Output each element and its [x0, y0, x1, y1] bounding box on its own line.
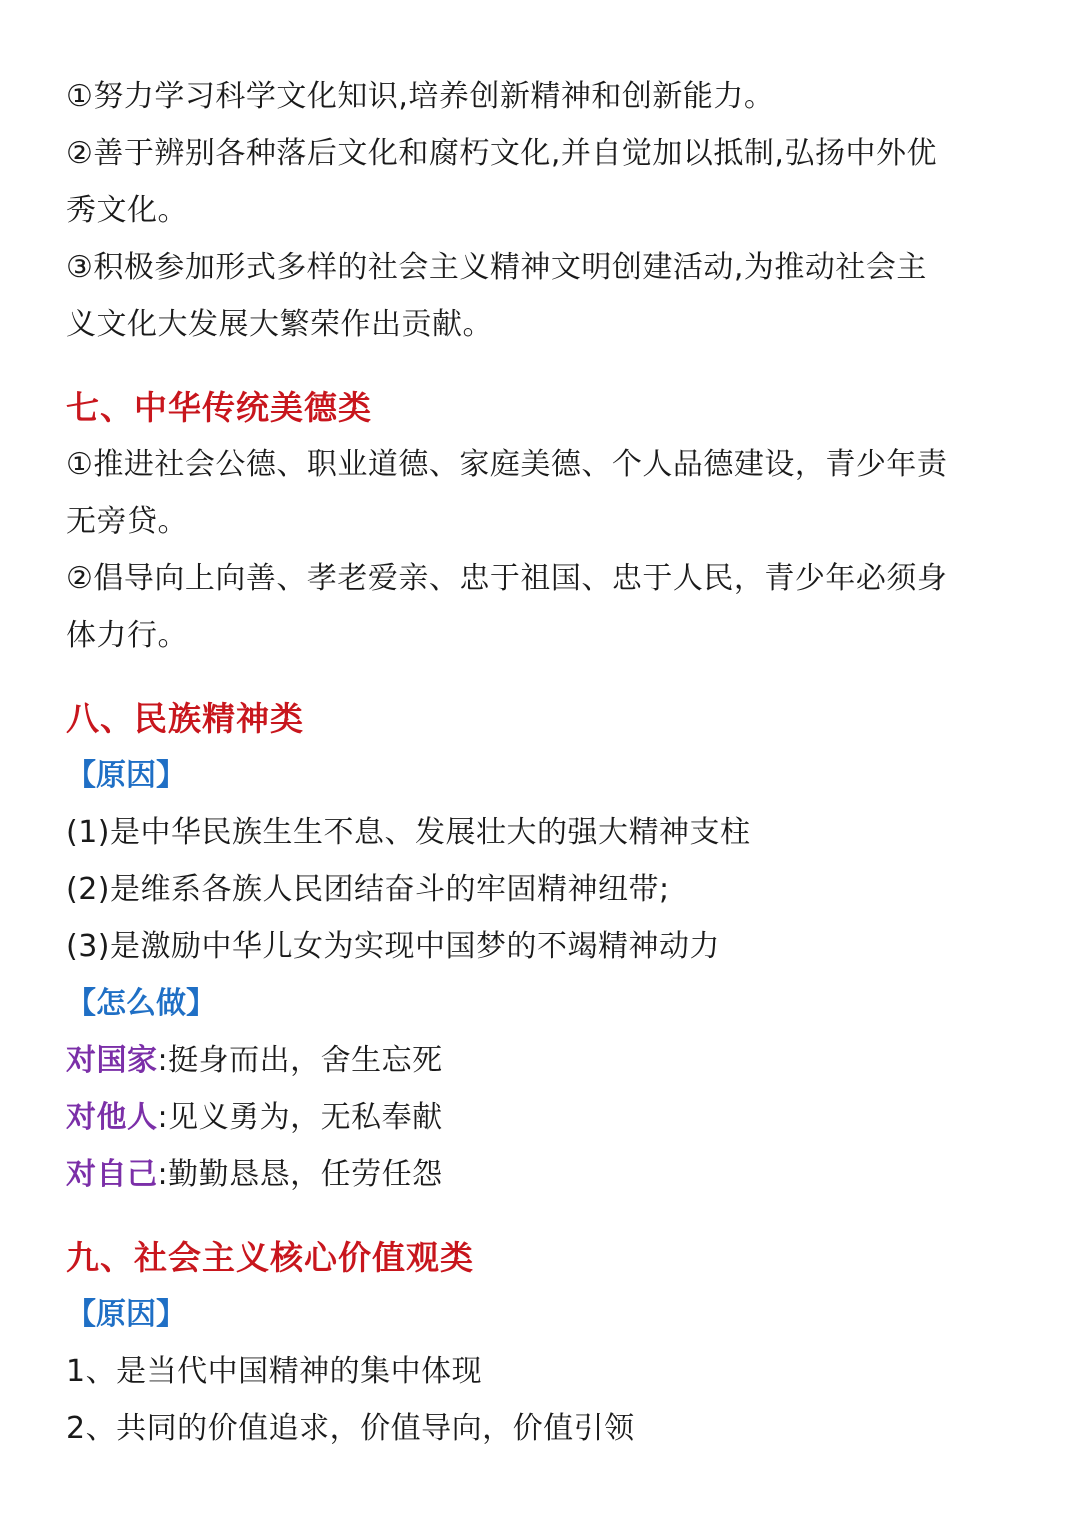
list-item: 义文化大发展大繁荣作出贡献。: [66, 307, 493, 342]
list-item: ②倡导向上向善、孝老爱亲、忠于祖国、忠于人民，青少年必须身: [66, 561, 948, 596]
section-7: [66, 379, 1026, 664]
list-item: 无旁贷。: [66, 504, 188, 539]
list-item: (2)是维系各族人民团结奋斗的牢固精神纽带;: [66, 872, 670, 907]
reason-label: 【原因】: [66, 758, 186, 793]
top-list: [66, 68, 1026, 353]
list-item: 1、是当代中国精神的集中体现: [66, 1354, 483, 1389]
list-item: ③积极参加形式多样的社会主义精神文明创建活动,为推动社会主: [66, 250, 927, 285]
list-item: 2、共同的价值追求，价值导向，价值引领: [66, 1411, 635, 1446]
section-title: 八、民族精神类: [66, 699, 304, 738]
section-9: [66, 1229, 1026, 1457]
how-item: [66, 1146, 1026, 1203]
how-item-label: 对自己: [66, 1157, 158, 1192]
how-label: 【怎么做】: [66, 986, 216, 1021]
list-item: ②善于辨别各种落后文化和腐朽文化,并自觉加以抵制,弘扬中外优: [66, 136, 937, 171]
reason-label: 【原因】: [66, 1297, 186, 1332]
how-item-text: :见义勇为，无私奉献: [157, 1100, 443, 1135]
document-page: [66, 68, 1026, 1457]
how-item: [66, 1032, 1026, 1089]
how-item-label: 对他人: [66, 1100, 158, 1135]
list-item: ①推进社会公德、职业道德、家庭美德、个人品德建设，青少年责: [66, 447, 948, 482]
how-item: [66, 1089, 1026, 1146]
section-title: 九、社会主义核心价值观类: [66, 1238, 474, 1277]
list-item: 秀文化。: [66, 193, 188, 228]
list-item: ①努力学习科学文化知识,培养创新精神和创新能力。: [66, 79, 775, 114]
how-item-text: :挺身而出，舍生忘死: [157, 1043, 443, 1078]
how-item-label: 对国家: [66, 1043, 158, 1078]
list-item: (3)是激励中华儿女为实现中国梦的不竭精神动力: [66, 929, 720, 964]
list-item: (1)是中华民族生生不息、发展壮大的强大精神支柱: [66, 815, 751, 850]
how-item-text: :勤勤恳恳，任劳任怨: [157, 1157, 443, 1192]
list-item: 体力行。: [66, 618, 188, 653]
section-8: [66, 690, 1026, 1203]
section-title: 七、中华传统美德类: [66, 388, 372, 427]
